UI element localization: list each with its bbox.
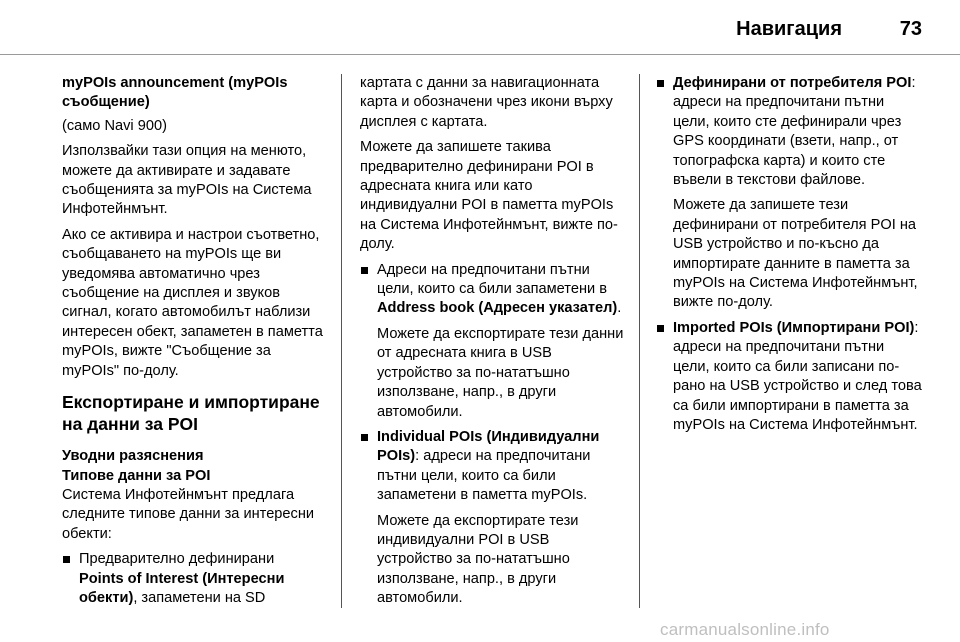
list-item bbox=[62, 550, 324, 608]
bullet-icon bbox=[361, 434, 368, 441]
section-heading: Експортиране и импортиране на данни за POI bbox=[62, 392, 320, 435]
bullet-intro: Предварително дефинирани bbox=[79, 551, 275, 568]
list-item bbox=[360, 428, 628, 609]
bullet-term: Imported POIs (Импортирани POI) bbox=[673, 319, 915, 336]
subheading: Уводни разяснения bbox=[62, 448, 204, 465]
paragraph: Използвайки тази опция на менюто, можете да активирате и задавате съобщенията за myPOIs на Система Инфотейнмънт. bbox=[62, 143, 312, 218]
bullet-term: Individual POIs (Индивидуални POIs) bbox=[377, 428, 600, 465]
page-header-title: Навигация bbox=[736, 18, 842, 40]
bullet-text: : адреси на предпочитани пътни цели, които са били записани по-рано на USB устройство и след това са били импортирани в паметта за myPOIs на Система Инфотейнмънт. bbox=[673, 319, 922, 433]
bullet-term: Дефинирани от потребителя POI bbox=[673, 75, 912, 91]
paragraph: Ако се активира и настрои съответно, съобщаването на myPOIs ще ви уведомява автоматично чрез съобщение на дисплея и звуков сигнал, когато автомобилът наблизи интересен обект, запаметен в паметта myPOIs, вижте "Съобщение за myPOIs" по-долу. bbox=[62, 226, 323, 379]
bullet-icon bbox=[657, 325, 664, 332]
bullet-icon bbox=[657, 80, 664, 87]
page-number: 73 bbox=[899, 18, 922, 40]
list-item bbox=[656, 319, 924, 435]
paragraph: Система Инфотейнмънт предлага следните типове данни за интересни обекти: bbox=[62, 486, 315, 542]
bullet-term: Points of Interest (Интересни обекти) bbox=[79, 570, 285, 606]
column-separator bbox=[639, 74, 640, 608]
bullet-icon bbox=[361, 267, 368, 274]
bullet-text: , запаметени на SD bbox=[133, 589, 266, 606]
bullet-text: : адреси на предпочитани пътни цели, които са били запаметени в паметта myPOIs. bbox=[377, 448, 591, 504]
bullet-paragraph: Можете да експортирате тези данни от адресната книга в USB устройство за по-нататъшно използване, напр., в други автомобили. bbox=[377, 325, 624, 420]
list-item bbox=[656, 74, 924, 313]
list-item bbox=[360, 261, 628, 422]
bullet-end: . bbox=[617, 300, 622, 317]
bullet-term: Address book (Адресен указател) bbox=[377, 300, 618, 317]
paragraph: картата с данни за навигационната карта и обозначени чрез икони върху дисплея с картата. bbox=[360, 75, 613, 130]
bullet-paragraph: Можете да експортирате тези индивидуални POI в USB устройство за по-нататъшно използване, напр., в други автомобили. bbox=[377, 512, 579, 607]
bullet-paragraph: Можете да запишете тези дефинирани от потребителя POI на USB устройство и по-късно да импортирате данните в паметта за myPOIs на Система Инфотейнмънт, вижте по-долу. bbox=[673, 197, 918, 311]
watermark: carmanualsonline.info bbox=[660, 620, 830, 639]
note: (само Navi 900) bbox=[62, 117, 167, 134]
column-1 bbox=[62, 74, 324, 614]
column-3 bbox=[656, 74, 924, 441]
header-rule bbox=[0, 54, 960, 55]
column-separator bbox=[341, 74, 342, 608]
announce-heading: myPOIs announcement (myPOIs съобщение) bbox=[62, 75, 288, 111]
subheading: Типове данни за POI bbox=[62, 467, 211, 484]
bullet-text: : адреси на предпочитани пътни цели, които сте дефинирали чрез GPS координати (взети, напр., от топографска карта) и които сте въвели в текстови файлове. bbox=[673, 75, 916, 189]
paragraph: Можете да запишете такива предварително дефинирани POI в адресната книга или като индивидуални POI в паметта myPOIs на Система Инфотейнмънт, вижте по-долу. bbox=[360, 139, 618, 253]
column-2 bbox=[360, 74, 628, 615]
bullet-icon bbox=[63, 556, 70, 563]
bullet-text: Адреси на предпочитани пътни цели, които са били запаметени в bbox=[377, 261, 607, 298]
